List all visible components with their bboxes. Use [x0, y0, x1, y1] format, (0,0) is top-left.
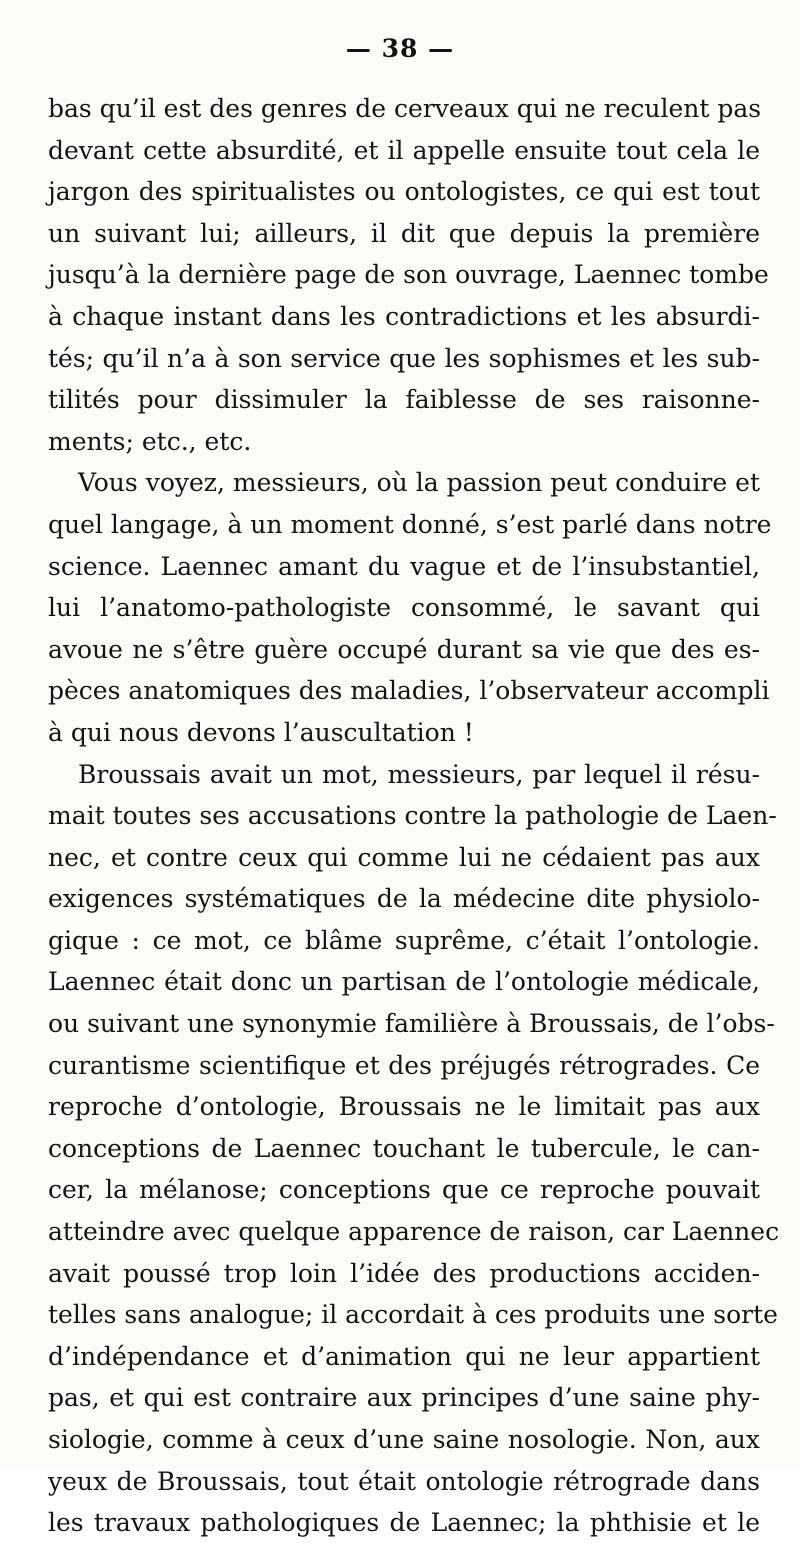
text-line: lui l’anatomo-pathologiste consommé, le savant qui	[48, 593, 760, 623]
text-line: à chaque instant dans les contradictions et les absurdi-	[48, 301, 760, 331]
text-line: exigences systématiques de la médecine dite physiolo-	[48, 884, 760, 914]
text-line: siologie, comme à ceux d’une saine nosologie. Non, aux	[48, 1425, 760, 1454]
text-line: les travaux pathologiques de Laennec; la phthisie et le	[48, 1508, 760, 1538]
text-line: Vous voyez, messieurs, où la passion peut conduire et	[78, 468, 760, 498]
text-line: jargon des spiritualistes ou ontologistes, ce qui est tout	[48, 177, 760, 207]
text-line: tés; qu’il n’a à son service que les sophismes et les sub-	[48, 343, 760, 373]
text-line: yeux de Broussais, tout était ontologie rétrograde dans	[48, 1466, 760, 1496]
text-line: ments; etc., etc.	[48, 426, 252, 456]
text-line: jusqu’à la dernière page de son ouvrage, Laennec tombe	[48, 260, 769, 290]
text-line: atteindre avec quelque apparence de raison, car Laennec	[48, 1217, 780, 1247]
text-line: bas qu’il est des genres de cerveaux qui ne reculent pas	[48, 94, 762, 123]
text-line: avait poussé trop loin l’idée des productions acciden-	[48, 1258, 760, 1288]
text-line: mait toutes ses accusations contre la pathologie de Laen-	[48, 801, 777, 831]
text-line: ou suivant une synonymie familière à Broussais, de l’obs-	[48, 1009, 775, 1039]
paragraph	[48, 462, 772, 753]
text-line: à qui nous devons l’auscultation !	[48, 717, 474, 747]
text-line: pas, et qui est contraire aux principes d’une saine phy-	[48, 1383, 760, 1413]
text-line: avoue ne s’être guère occupé durant sa vie que des es-	[48, 634, 760, 664]
text-line: curantisme scientifique et des préjugés rétrogrades. Ce	[48, 1050, 760, 1080]
text-line: conceptions de Laennec touchant le tubercule, le can-	[48, 1133, 760, 1163]
paragraph	[48, 754, 780, 1544]
text-line: telles sans analogue; il accordait à ces produits une sorte	[48, 1300, 778, 1330]
text-line: devant cette absurdité, et il appelle ensuite tout cela le	[48, 135, 760, 165]
text-line: tilités pour dissimuler la faiblesse de ses raisonne-	[48, 385, 760, 415]
text-line: Laennec était donc un partisan de l’ontologie médicale,	[48, 967, 760, 997]
text-line: d’indépendance et d’animation qui ne leur appartient	[48, 1341, 760, 1371]
body-text	[48, 88, 780, 1544]
text-line: gique : ce mot, ce blâme suprême, c’était l’ontologie.	[48, 925, 760, 955]
text-line: quel langage, à un moment donné, s’est parlé dans notre	[48, 509, 772, 539]
paragraph	[48, 88, 769, 462]
text-line: science. Laennec amant du vague et de l’insubstantiel,	[48, 551, 760, 581]
text-line: cer, la mélanose; conceptions que ce reproche pouvait	[48, 1175, 760, 1205]
text-line: pèces anatomiques des maladies, l’observateur accompli	[48, 676, 770, 706]
text-line: Broussais avait un mot, messieurs, par lequel il résu-	[78, 759, 760, 789]
text-line: un suivant lui; ailleurs, il dit que depuis la première	[48, 218, 760, 248]
text-line: reproche d’ontologie, Broussais ne le limitait pas aux	[48, 1092, 760, 1122]
text-line: nec, et contre ceux qui comme lui ne cédaient pas aux	[48, 842, 760, 872]
page-number: — 38 —	[345, 34, 455, 63]
